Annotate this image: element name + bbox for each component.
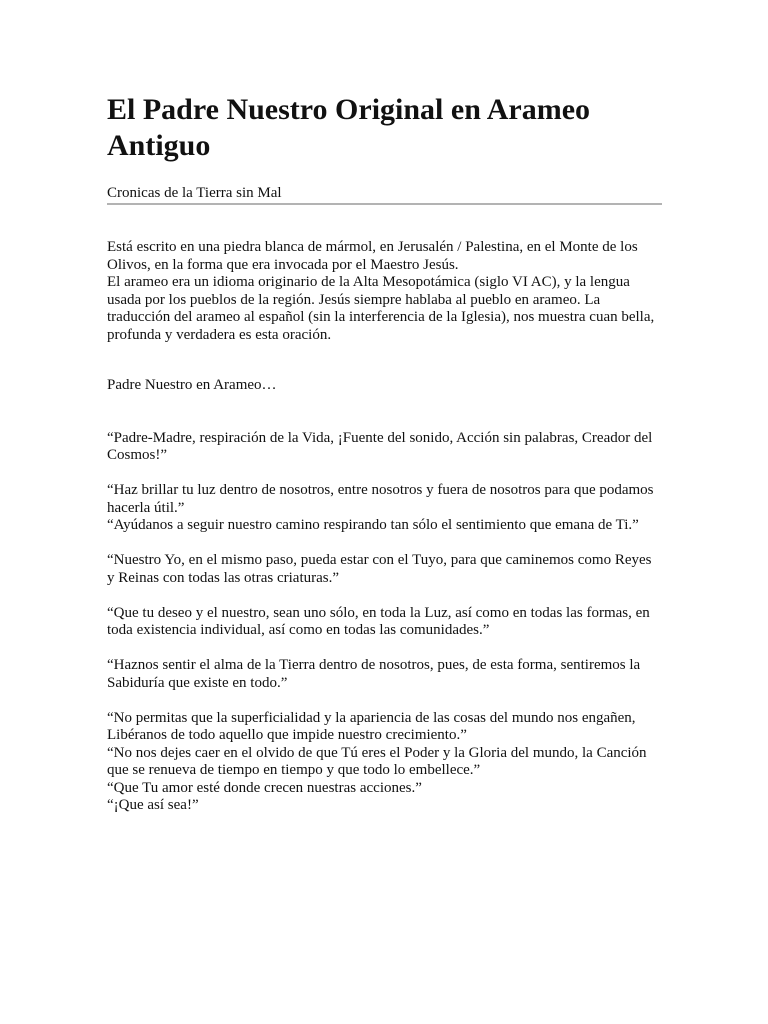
prayer-stanza <box>107 710 662 815</box>
prayer-line: “Que tu deseo y el nuestro, sean uno sólo, en toda la Luz, así como en todas las formas, en toda existencia individual, así como en todas las comunidades.” <box>107 604 650 638</box>
intro-section <box>107 239 662 344</box>
prayer-stanza <box>107 605 662 640</box>
prayer-stanza <box>107 430 662 465</box>
prayer-line: “Nuestro Yo, en el mismo paso, pueda estar con el Tuyo, para que caminemos como Reyes y Reinas con todas las otras criaturas.” <box>107 552 652 586</box>
prayer-heading: Padre Nuestro en Arameo… <box>107 377 277 393</box>
prayer-stanza <box>107 552 662 587</box>
intro-paragraph: Está escrito en una piedra blanca de mármol, en Jerusalén / Palestina, en el Monte de los Olivos, en la forma que era invocada por el Maestro Jesús. <box>107 239 638 273</box>
prayer-section <box>107 430 662 815</box>
prayer-line: “Haznos sentir el alma de la Tierra dentro de nosotros, pues, de esta forma, sentiremos la Sabiduría que existe en todo.” <box>107 657 641 691</box>
prayer-line: “No permitas que la superficialidad y la apariencia de las cosas del mundo nos engañen, Libéranos de todo aquello que impide nuestro crecimiento.” <box>107 709 636 743</box>
page-title: El Padre Nuestro Original en Arameo Antiguo <box>107 93 591 162</box>
prayer-line: “No nos dejes caer en el olvido de que Tú eres el Poder y la Gloria del mundo, la Canción que se renueva de tiempo en tiempo y que todo lo embellece.” <box>107 744 647 778</box>
prayer-line: “Ayúdanos a seguir nuestro camino respirando tan sólo el sentimiento que emana de Ti.” <box>107 517 639 533</box>
page-subtitle: Cronicas de la Tierra sin Mal <box>107 185 282 201</box>
prayer-line: “¡Que así sea!” <box>107 797 199 813</box>
prayer-line: “Padre-Madre, respiración de la Vida, ¡Fuente del sonido, Acción sin palabras, Creador del Cosmos!” <box>107 429 653 463</box>
intro-paragraph: El arameo era un idioma originario de la Alta Mesopotámica (siglo VI AC), y la lengua usada por los pueblos de la región. Jesús siempre hablaba al pueblo en arameo. La traducción del arameo al español (sin la interferencia de la Iglesia), nos muestra cuan bella, profunda y verdadera es esta oración. <box>107 274 655 343</box>
prayer-stanza <box>107 482 662 535</box>
prayer-stanza <box>107 657 662 692</box>
prayer-line: “Haz brillar tu luz dentro de nosotros, entre nosotros y fuera de nosotros para que podamos hacerla útil.” <box>107 482 654 516</box>
title-divider <box>107 203 662 205</box>
document-page <box>107 92 662 815</box>
prayer-line: “Que Tu amor esté donde crecen nuestras acciones.” <box>107 779 422 796</box>
